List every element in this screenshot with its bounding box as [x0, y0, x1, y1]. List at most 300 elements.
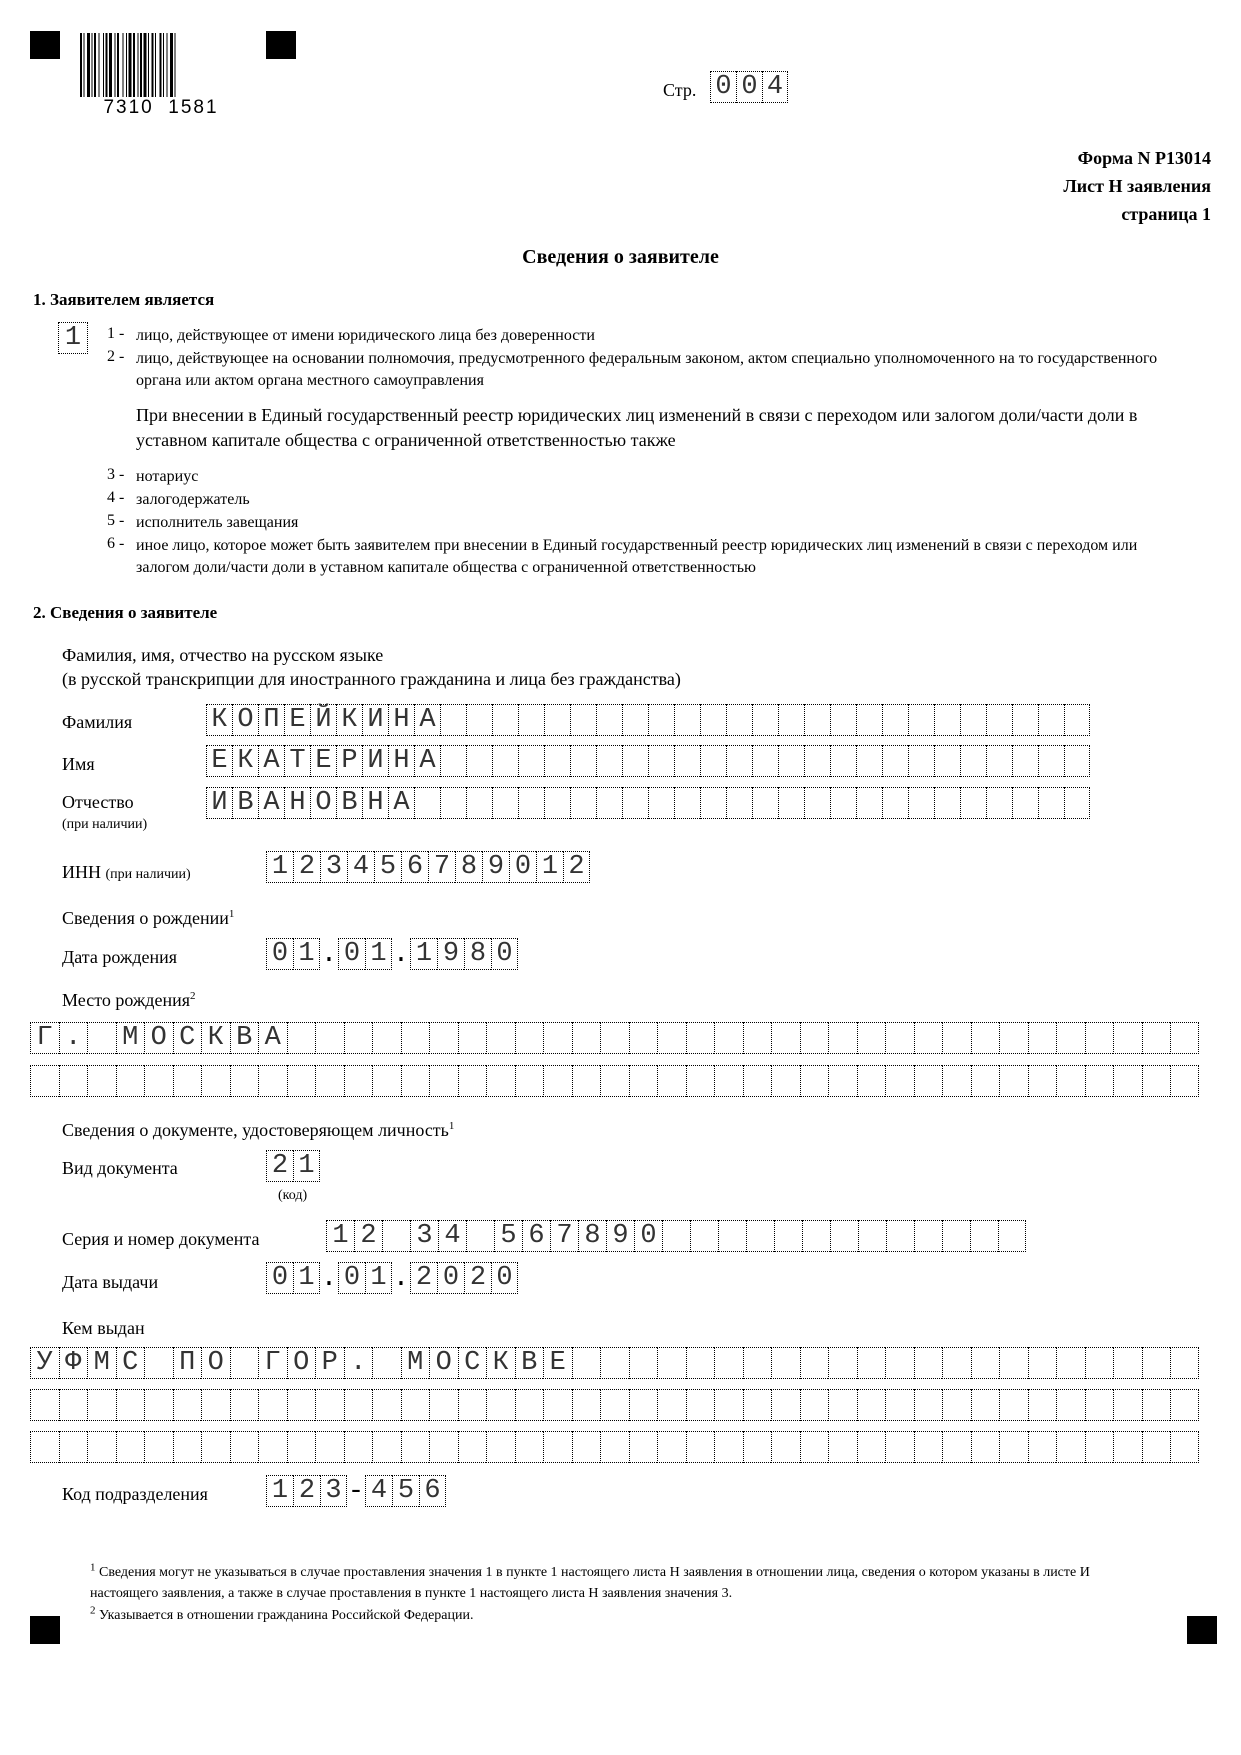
char-cell[interactable]	[492, 704, 518, 736]
char-cell[interactable]: К	[232, 745, 258, 777]
char-cell[interactable]	[466, 1220, 494, 1252]
char-cell[interactable]: Е	[543, 1347, 572, 1379]
char-cell[interactable]	[315, 1022, 344, 1054]
char-cell[interactable]	[804, 704, 830, 736]
char-cell[interactable]	[960, 745, 986, 777]
char-cell[interactable]: 1	[326, 1220, 354, 1252]
char-cell[interactable]: 1	[293, 1262, 320, 1294]
char-cell[interactable]	[700, 704, 726, 736]
char-cell[interactable]	[856, 745, 882, 777]
char-cell[interactable]	[544, 704, 570, 736]
char-cell[interactable]	[144, 1431, 173, 1463]
char-cell[interactable]	[1038, 787, 1064, 819]
char-cell[interactable]	[771, 1389, 800, 1421]
char-cell[interactable]: Н	[388, 745, 414, 777]
char-cell[interactable]	[746, 1220, 774, 1252]
char-cell[interactable]	[1170, 1431, 1199, 1463]
char-cell[interactable]	[30, 1431, 59, 1463]
char-cell[interactable]	[59, 1389, 88, 1421]
char-cell[interactable]: Й	[310, 704, 336, 736]
char-cell[interactable]	[622, 704, 648, 736]
char-cell[interactable]	[629, 1431, 658, 1463]
char-cell[interactable]: 8	[578, 1220, 606, 1252]
char-cell[interactable]	[648, 704, 674, 736]
char-cell[interactable]	[30, 1065, 59, 1097]
char-cell[interactable]: С	[116, 1347, 145, 1379]
char-cell[interactable]	[466, 704, 492, 736]
char-cell[interactable]	[458, 1389, 487, 1421]
char-cell[interactable]	[1038, 745, 1064, 777]
patronymic-field[interactable]	[206, 787, 1090, 819]
char-cell[interactable]	[942, 1347, 971, 1379]
char-cell[interactable]	[882, 745, 908, 777]
char-cell[interactable]	[1142, 1431, 1171, 1463]
char-cell[interactable]	[440, 704, 466, 736]
char-cell[interactable]	[1028, 1347, 1057, 1379]
char-cell[interactable]	[515, 1389, 544, 1421]
char-cell[interactable]: 6	[522, 1220, 550, 1252]
char-cell[interactable]	[908, 745, 934, 777]
char-cell[interactable]	[686, 1065, 715, 1097]
char-cell[interactable]	[258, 1431, 287, 1463]
char-cell[interactable]: П	[258, 704, 284, 736]
char-cell[interactable]	[857, 1431, 886, 1463]
char-cell[interactable]	[828, 1065, 857, 1097]
char-cell[interactable]	[942, 1431, 971, 1463]
char-cell[interactable]	[173, 1431, 202, 1463]
char-cell[interactable]: О	[232, 704, 258, 736]
char-cell[interactable]	[1085, 1431, 1114, 1463]
char-cell[interactable]: Ф	[59, 1347, 88, 1379]
char-cell[interactable]	[144, 1065, 173, 1097]
char-cell[interactable]	[570, 787, 596, 819]
char-cell[interactable]	[440, 745, 466, 777]
char-cell[interactable]	[999, 1022, 1028, 1054]
char-cell[interactable]	[287, 1065, 316, 1097]
char-cell[interactable]	[970, 1220, 998, 1252]
char-cell[interactable]	[1056, 1065, 1085, 1097]
char-cell[interactable]	[1064, 704, 1090, 736]
char-cell[interactable]	[700, 745, 726, 777]
char-cell[interactable]: 9	[482, 851, 509, 883]
char-cell[interactable]	[771, 1065, 800, 1097]
char-cell[interactable]	[518, 787, 544, 819]
char-cell[interactable]	[1012, 787, 1038, 819]
char-cell[interactable]	[686, 1431, 715, 1463]
char-cell[interactable]	[1056, 1022, 1085, 1054]
char-cell[interactable]	[800, 1347, 829, 1379]
char-cell[interactable]: Г	[30, 1022, 59, 1054]
char-cell[interactable]	[1028, 1389, 1057, 1421]
char-cell[interactable]	[857, 1389, 886, 1421]
char-cell-group[interactable]	[30, 1389, 1199, 1421]
char-cell[interactable]	[743, 1022, 772, 1054]
char-cell[interactable]	[914, 1431, 943, 1463]
char-cell[interactable]: 2	[410, 1262, 437, 1294]
char-cell-group[interactable]	[30, 1065, 1199, 1097]
char-cell[interactable]: 5	[374, 851, 401, 883]
char-cell[interactable]: 9	[437, 938, 464, 970]
char-cell[interactable]	[856, 787, 882, 819]
char-cell[interactable]	[674, 745, 700, 777]
char-cell[interactable]: А	[258, 1022, 287, 1054]
char-cell[interactable]	[858, 1220, 886, 1252]
char-cell[interactable]	[486, 1389, 515, 1421]
char-cell[interactable]: 2	[266, 1150, 293, 1182]
char-cell[interactable]: Н	[388, 704, 414, 736]
issued-by-field-1[interactable]	[30, 1347, 1199, 1379]
char-cell[interactable]	[828, 1347, 857, 1379]
char-cell[interactable]	[686, 1389, 715, 1421]
char-cell[interactable]: 4	[365, 1475, 392, 1507]
char-cell[interactable]	[828, 1022, 857, 1054]
char-cell[interactable]	[726, 787, 752, 819]
char-cell[interactable]: 2	[293, 851, 320, 883]
char-cell[interactable]: М	[116, 1022, 145, 1054]
char-cell[interactable]: К	[201, 1022, 230, 1054]
char-cell[interactable]	[59, 1431, 88, 1463]
char-cell[interactable]	[908, 704, 934, 736]
char-cell-group[interactable]	[365, 1475, 446, 1507]
char-cell[interactable]	[372, 1347, 401, 1379]
char-cell[interactable]: А	[414, 745, 440, 777]
char-cell[interactable]: 1	[365, 1262, 392, 1294]
char-cell-group[interactable]	[206, 704, 1090, 736]
char-cell[interactable]	[886, 1220, 914, 1252]
char-cell[interactable]	[908, 787, 934, 819]
inn-field[interactable]	[266, 851, 590, 883]
char-cell[interactable]	[800, 1389, 829, 1421]
char-cell[interactable]	[986, 787, 1012, 819]
char-cell[interactable]	[572, 1347, 601, 1379]
char-cell[interactable]	[800, 1065, 829, 1097]
char-cell[interactable]	[1028, 1431, 1057, 1463]
char-cell-group[interactable]	[326, 1220, 1026, 1252]
char-cell[interactable]	[700, 787, 726, 819]
char-cell[interactable]	[857, 1022, 886, 1054]
char-cell[interactable]	[629, 1065, 658, 1097]
char-cell[interactable]: К	[486, 1347, 515, 1379]
char-cell[interactable]	[344, 1389, 373, 1421]
char-cell[interactable]: 0	[338, 1262, 365, 1294]
char-cell[interactable]	[998, 1220, 1026, 1252]
issued-by-field-2[interactable]	[30, 1389, 1199, 1421]
char-cell[interactable]	[600, 1431, 629, 1463]
applicant-type-field[interactable]	[58, 322, 88, 354]
char-cell[interactable]	[515, 1431, 544, 1463]
char-cell[interactable]	[344, 1022, 373, 1054]
char-cell[interactable]	[690, 1220, 718, 1252]
char-cell[interactable]: Е	[284, 704, 310, 736]
char-cell[interactable]: 5	[392, 1475, 419, 1507]
char-cell[interactable]	[971, 1022, 1000, 1054]
char-cell[interactable]: 6	[419, 1475, 446, 1507]
char-cell[interactable]	[600, 1022, 629, 1054]
char-cell[interactable]: 0	[338, 938, 365, 970]
char-cell[interactable]	[458, 1431, 487, 1463]
char-cell[interactable]	[372, 1022, 401, 1054]
char-cell[interactable]	[429, 1065, 458, 1097]
char-cell[interactable]: О	[287, 1347, 316, 1379]
char-cell[interactable]	[1064, 745, 1090, 777]
char-cell[interactable]	[999, 1431, 1028, 1463]
char-cell[interactable]: 4	[438, 1220, 466, 1252]
char-cell[interactable]	[572, 1065, 601, 1097]
char-cell[interactable]: Е	[206, 745, 232, 777]
char-cell[interactable]: Р	[336, 745, 362, 777]
char-cell[interactable]	[1113, 1347, 1142, 1379]
char-cell[interactable]	[942, 1065, 971, 1097]
char-cell[interactable]	[914, 1065, 943, 1097]
char-cell[interactable]	[458, 1022, 487, 1054]
char-cell[interactable]	[999, 1065, 1028, 1097]
doc-type-field[interactable]	[266, 1150, 320, 1182]
char-cell[interactable]	[800, 1431, 829, 1463]
char-cell[interactable]	[287, 1022, 316, 1054]
char-cell[interactable]	[429, 1389, 458, 1421]
char-cell[interactable]	[1170, 1022, 1199, 1054]
char-cell[interactable]: 8	[455, 851, 482, 883]
char-cell[interactable]: В	[515, 1347, 544, 1379]
char-cell[interactable]	[344, 1065, 373, 1097]
char-cell[interactable]	[1113, 1022, 1142, 1054]
char-cell[interactable]	[1028, 1065, 1057, 1097]
char-cell[interactable]	[287, 1431, 316, 1463]
char-cell[interactable]	[648, 787, 674, 819]
char-cell[interactable]	[87, 1065, 116, 1097]
char-cell[interactable]	[986, 704, 1012, 736]
char-cell[interactable]	[600, 1347, 629, 1379]
char-cell-group[interactable]	[266, 938, 320, 970]
char-cell[interactable]	[714, 1065, 743, 1097]
char-cell[interactable]	[201, 1389, 230, 1421]
doc-number-field[interactable]	[326, 1220, 1026, 1252]
char-cell[interactable]	[440, 787, 466, 819]
char-cell[interactable]	[315, 1431, 344, 1463]
char-cell[interactable]	[1170, 1389, 1199, 1421]
char-cell[interactable]: К	[206, 704, 232, 736]
char-cell[interactable]	[778, 704, 804, 736]
char-cell[interactable]	[657, 1431, 686, 1463]
char-cell[interactable]	[173, 1065, 202, 1097]
char-cell[interactable]	[914, 1022, 943, 1054]
char-cell[interactable]	[1012, 745, 1038, 777]
char-cell[interactable]	[492, 745, 518, 777]
char-cell[interactable]: 0	[437, 1262, 464, 1294]
char-cell[interactable]	[629, 1347, 658, 1379]
char-cell[interactable]	[401, 1389, 430, 1421]
char-cell[interactable]	[600, 1065, 629, 1097]
char-cell[interactable]	[971, 1431, 1000, 1463]
issue-date-field[interactable]	[266, 1262, 518, 1294]
char-cell[interactable]: М	[87, 1347, 116, 1379]
char-cell-group[interactable]	[410, 938, 518, 970]
char-cell[interactable]	[971, 1347, 1000, 1379]
char-cell[interactable]	[914, 1220, 942, 1252]
char-cell[interactable]: И	[206, 787, 232, 819]
applicant-type-cells[interactable]	[58, 322, 88, 354]
char-cell[interactable]: 9	[606, 1220, 634, 1252]
char-cell[interactable]: М	[401, 1347, 430, 1379]
char-cell[interactable]	[372, 1431, 401, 1463]
char-cell[interactable]	[857, 1347, 886, 1379]
char-cell[interactable]: 0	[736, 71, 762, 103]
char-cell[interactable]	[1170, 1065, 1199, 1097]
char-cell[interactable]: 0	[509, 851, 536, 883]
char-cell[interactable]: В	[230, 1022, 259, 1054]
char-cell[interactable]	[629, 1389, 658, 1421]
char-cell[interactable]	[960, 704, 986, 736]
char-cell[interactable]	[486, 1431, 515, 1463]
char-cell[interactable]	[372, 1389, 401, 1421]
char-cell[interactable]: О	[429, 1347, 458, 1379]
char-cell-group[interactable]	[266, 851, 590, 883]
char-cell[interactable]	[315, 1389, 344, 1421]
char-cell[interactable]	[648, 745, 674, 777]
issued-by-field-3[interactable]	[30, 1431, 1199, 1463]
char-cell[interactable]	[856, 704, 882, 736]
char-cell[interactable]	[144, 1389, 173, 1421]
char-cell[interactable]	[1170, 1347, 1199, 1379]
char-cell[interactable]	[774, 1220, 802, 1252]
char-cell[interactable]	[543, 1431, 572, 1463]
char-cell[interactable]	[230, 1431, 259, 1463]
char-cell[interactable]	[934, 787, 960, 819]
char-cell[interactable]: А	[414, 704, 440, 736]
char-cell[interactable]	[999, 1389, 1028, 1421]
char-cell[interactable]	[726, 745, 752, 777]
char-cell[interactable]	[830, 745, 856, 777]
char-cell[interactable]	[458, 1065, 487, 1097]
char-cell[interactable]	[466, 787, 492, 819]
char-cell[interactable]	[934, 745, 960, 777]
char-cell[interactable]: И	[362, 704, 388, 736]
char-cell-group[interactable]	[206, 787, 1090, 819]
char-cell[interactable]	[1028, 1022, 1057, 1054]
char-cell[interactable]	[771, 1022, 800, 1054]
char-cell[interactable]	[315, 1065, 344, 1097]
char-cell[interactable]: К	[336, 704, 362, 736]
char-cell[interactable]	[1113, 1065, 1142, 1097]
char-cell-group[interactable]	[30, 1431, 1199, 1463]
char-cell[interactable]: 6	[401, 851, 428, 883]
char-cell[interactable]	[466, 745, 492, 777]
char-cell[interactable]: 1	[365, 938, 392, 970]
char-cell[interactable]	[771, 1431, 800, 1463]
char-cell-group[interactable]	[338, 1262, 392, 1294]
char-cell[interactable]	[743, 1431, 772, 1463]
char-cell[interactable]	[287, 1389, 316, 1421]
char-cell[interactable]: О	[201, 1347, 230, 1379]
char-cell[interactable]	[657, 1389, 686, 1421]
char-cell[interactable]	[657, 1065, 686, 1097]
char-cell-group[interactable]	[30, 1022, 1199, 1054]
char-cell[interactable]	[934, 704, 960, 736]
char-cell[interactable]	[230, 1065, 259, 1097]
char-cell[interactable]: 1	[58, 322, 88, 354]
char-cell[interactable]	[401, 1065, 430, 1097]
char-cell[interactable]: .	[59, 1022, 88, 1054]
char-cell[interactable]	[486, 1065, 515, 1097]
char-cell[interactable]	[1038, 704, 1064, 736]
char-cell[interactable]	[1142, 1022, 1171, 1054]
char-cell[interactable]	[657, 1347, 686, 1379]
char-cell[interactable]	[59, 1065, 88, 1097]
char-cell[interactable]	[429, 1431, 458, 1463]
char-cell[interactable]	[828, 1431, 857, 1463]
char-cell[interactable]: 0	[491, 1262, 518, 1294]
char-cell[interactable]	[518, 745, 544, 777]
birth-place-field-2[interactable]	[30, 1065, 1199, 1097]
char-cell[interactable]	[1142, 1065, 1171, 1097]
char-cell[interactable]	[344, 1431, 373, 1463]
char-cell[interactable]	[401, 1431, 430, 1463]
char-cell[interactable]	[1064, 787, 1090, 819]
char-cell[interactable]: Н	[284, 787, 310, 819]
char-cell[interactable]: 0	[634, 1220, 662, 1252]
char-cell[interactable]	[718, 1220, 746, 1252]
char-cell[interactable]	[830, 1220, 858, 1252]
char-cell[interactable]: 1	[266, 1475, 293, 1507]
char-cell[interactable]	[986, 745, 1012, 777]
char-cell[interactable]	[743, 1065, 772, 1097]
char-cell[interactable]: 8	[464, 938, 491, 970]
char-cell[interactable]	[942, 1022, 971, 1054]
char-cell[interactable]: Е	[310, 745, 336, 777]
char-cell[interactable]	[600, 1389, 629, 1421]
char-cell[interactable]: .	[344, 1347, 373, 1379]
char-cell[interactable]	[30, 1389, 59, 1421]
char-cell[interactable]	[622, 745, 648, 777]
char-cell[interactable]	[515, 1065, 544, 1097]
char-cell[interactable]: О	[144, 1022, 173, 1054]
char-cell[interactable]: 0	[491, 938, 518, 970]
char-cell[interactable]	[572, 1389, 601, 1421]
char-cell[interactable]	[230, 1389, 259, 1421]
char-cell[interactable]	[401, 1022, 430, 1054]
char-cell[interactable]	[686, 1347, 715, 1379]
char-cell[interactable]	[1085, 1347, 1114, 1379]
char-cell[interactable]	[657, 1022, 686, 1054]
char-cell[interactable]	[971, 1389, 1000, 1421]
char-cell[interactable]	[882, 704, 908, 736]
char-cell[interactable]: 7	[550, 1220, 578, 1252]
char-cell[interactable]	[596, 745, 622, 777]
char-cell[interactable]: 2	[563, 851, 590, 883]
char-cell[interactable]	[1056, 1389, 1085, 1421]
char-cell[interactable]	[543, 1065, 572, 1097]
char-cell[interactable]	[942, 1389, 971, 1421]
char-cell[interactable]	[116, 1065, 145, 1097]
char-cell[interactable]	[144, 1347, 173, 1379]
char-cell[interactable]	[1142, 1389, 1171, 1421]
char-cell[interactable]	[596, 704, 622, 736]
char-cell[interactable]	[885, 1065, 914, 1097]
char-cell[interactable]: 3	[320, 851, 347, 883]
char-cell[interactable]: У	[30, 1347, 59, 1379]
char-cell[interactable]	[804, 745, 830, 777]
char-cell[interactable]	[971, 1065, 1000, 1097]
char-cell[interactable]	[492, 787, 518, 819]
char-cell[interactable]	[572, 1022, 601, 1054]
char-cell[interactable]: Г	[258, 1347, 287, 1379]
char-cell[interactable]	[518, 704, 544, 736]
char-cell[interactable]	[543, 1389, 572, 1421]
char-cell-group[interactable]	[266, 1475, 347, 1507]
char-cell[interactable]: В	[232, 787, 258, 819]
char-cell[interactable]	[743, 1389, 772, 1421]
char-cell[interactable]	[515, 1022, 544, 1054]
